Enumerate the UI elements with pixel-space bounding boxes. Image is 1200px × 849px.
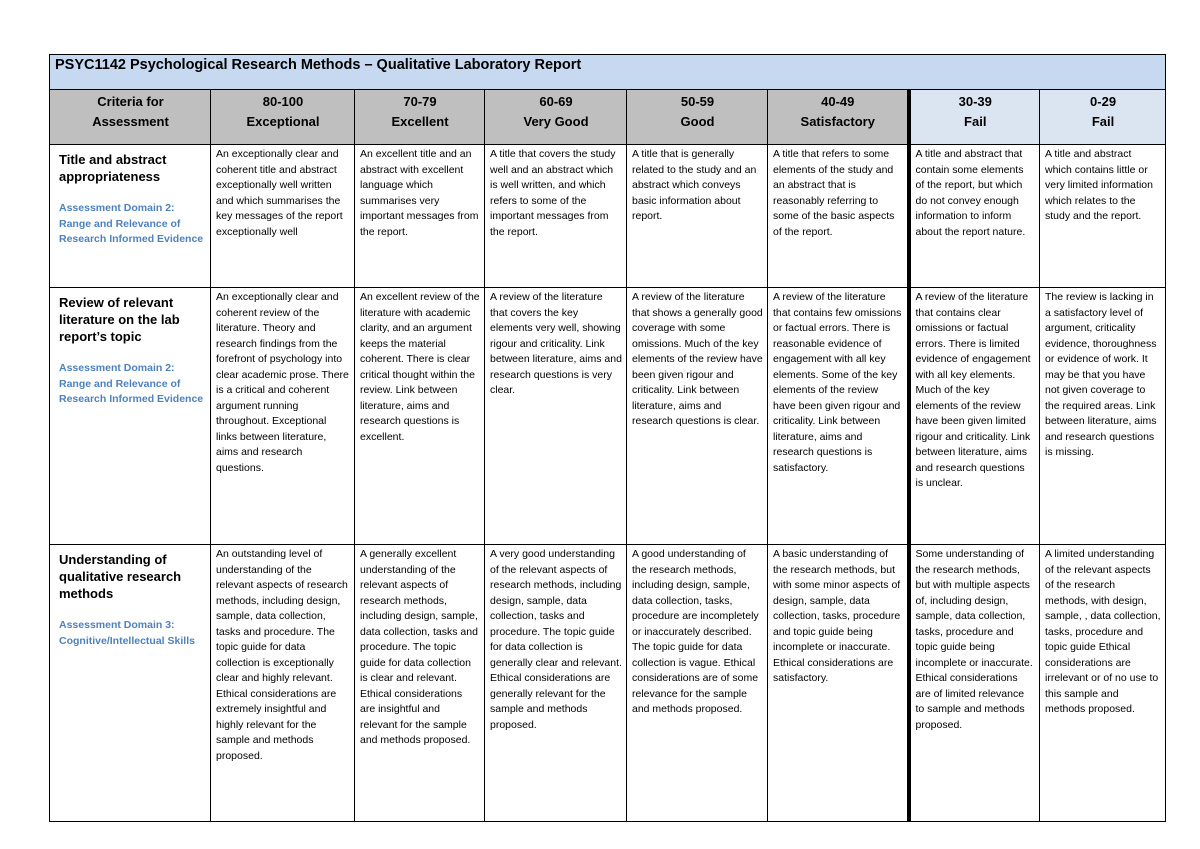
band-range: 60-69 — [539, 94, 573, 109]
descriptor-cell: A title that is generally related to the study and an abstract which conveys basic information about report. — [627, 145, 768, 288]
band-label: Fail — [1091, 114, 1115, 129]
title-row — [50, 55, 1166, 90]
descriptor-cell: Some understanding of the research methods, but with multiple aspects of, including design, sample, data collection, tasks, procedure and topic guide being incomplete or inaccurate. Ethical considerations are of limited relevance to sample and methods proposed. — [909, 545, 1040, 822]
band-range: 70-79 — [403, 94, 437, 109]
descriptor-cell: A title and abstract which contains little or very limited information which relates to the study and the report. — [1040, 145, 1166, 288]
criteria-header-line1: Criteria for — [97, 94, 164, 109]
band-label: Exceptional — [246, 114, 320, 129]
descriptor-cell: An exceptionally clear and coherent review of the literature. Theory and research findings from the forefront of psychology into clear academic prose. There is a critical and coherent argument running throughout. Exceptional links between literature, aims and research questions. — [211, 288, 355, 545]
header-row — [50, 90, 1166, 145]
descriptor-cell: A review of the literature that shows a generally good coverage with some omissions. Much of the key elements of the review have been given rigour and criticality. Link between literature, aims and research questions is clear. — [627, 288, 768, 545]
descriptor-cell: A review of the literature that contains clear omissions or factual errors. There is limited evidence of engagement with all key elements. Much of the key elements of the review have been given limited rigour and criticality. Link between literature, aims and research questions is unclear. — [909, 288, 1040, 545]
criteria-header-line2: Assessment — [92, 114, 169, 129]
descriptor-cell: A review of the literature that contains few omissions or factual errors. There is reasonable evidence of engagement with all key elements. Some of the key elements of the review have been given rigour and criticality. Link between literature, aims and research questions is satisfactory. — [768, 288, 909, 545]
criterion-name: Understanding of qualitative research methods — [59, 552, 182, 601]
descriptor-cell: A title and abstract that contain some elements of the report, but which do not convey enough information to inform about the report nature. — [909, 145, 1040, 288]
band-label: Very Good — [523, 114, 589, 129]
band-header — [909, 90, 1040, 145]
descriptor-cell: An outstanding level of understanding of the relevant aspects of research methods, including design, sample, data collection, tasks and procedure. The topic guide for data collection is exceptionally clear and highly relevant. Ethical considerations are extremely insightful and highly relevant for the sample and methods proposed. — [211, 545, 355, 822]
band-range: 50-59 — [680, 94, 715, 109]
criterion-row — [50, 288, 1166, 545]
descriptor-cell: An excellent review of the literature with academic clarity, and an argument keeps the material coherent. There is clear critical thought within the review. Link between literature, aims and research questions is excellent. — [355, 288, 485, 545]
band-range: 40-49 — [821, 94, 855, 109]
band-header — [1040, 90, 1166, 145]
criterion-row — [50, 145, 1166, 288]
band-header — [627, 90, 768, 145]
band-header — [355, 90, 485, 145]
criterion-cell — [50, 288, 211, 545]
band-label: Satisfactory — [800, 114, 875, 129]
descriptor-cell: A review of the literature that covers the key elements very well, showing rigour and criticality. Link between literature, aims and research questions is very clear. — [485, 288, 627, 545]
descriptor-cell: A limited understanding of the relevant aspects of the research methods, with design, sample, , data collection, tasks, procedure and topic guide Ethical considerations are irrelevant or of no use to this sample and methods proposed. — [1040, 545, 1166, 822]
criterion-name: Review of relevant literature on the lab report’s topic — [59, 295, 180, 344]
descriptor-cell: An exceptionally clear and coherent title and abstract exceptionally well written and which summarises the key messages of the report exceptionally well — [211, 145, 355, 288]
band-label: Good — [680, 114, 715, 129]
assessment-domain: Assessment Domain 2: Range and Relevance of Research Informed Evidence — [59, 202, 204, 245]
descriptor-cell: A title that covers the study well and an abstract which is well written, and which refers to some of the important messages from the report. — [485, 145, 627, 288]
band-range: 30-39 — [958, 94, 992, 109]
descriptor-cell: A title that refers to some elements of the study and an abstract that is reasonably referring to some of the basic aspects of the report. — [768, 145, 909, 288]
descriptor-cell: The review is lacking in a satisfactory level of argument, criticality evidence, thoroughness or evidence of work. It may be that you have not given coverage to the required areas. Link between literature, aims and research questions is missing. — [1040, 288, 1166, 545]
descriptor-cell: A basic understanding of the research methods, but with some minor aspects of design, sample, data collection, tasks, procedure and topic guide being incomplete or inaccurate. Ethical considerations are satisfactory. — [768, 545, 909, 822]
criterion-row — [50, 545, 1166, 822]
descriptor-cell: A very good understanding of the relevant aspects of research methods, including design, sample, data collection, tasks and procedure. The topic guide for data collection is generally clear and relevant. Ethical considerations are generally relevant for the sample and methods proposed. — [485, 545, 627, 822]
criteria-header — [50, 90, 211, 145]
band-header — [768, 90, 909, 145]
band-label: Excellent — [391, 114, 449, 129]
descriptor-cell: A generally excellent understanding of the relevant aspects of research methods, including design, sample, data collection, tasks and procedure. The topic guide for data collection is clear and relevant. Ethical considerations are insightful and relevant for the sample and methods proposed. — [355, 545, 485, 822]
band-range: 80-100 — [262, 94, 304, 109]
band-header — [211, 90, 355, 145]
band-label: Fail — [964, 114, 987, 129]
criterion-cell — [50, 145, 211, 288]
descriptor-cell: A good understanding of the research methods, including design, sample, data collection, tasks, procedure are incompletely or inaccurately described. The topic guide for data collection is vague. Ethical considerations are of some relevance for the sample and methods proposed. — [627, 545, 768, 822]
descriptor-cell: An excellent title and an abstract with excellent language which summarises very important messages from the report. — [355, 145, 485, 288]
band-header — [485, 90, 627, 145]
band-range: 0-29 — [1090, 94, 1117, 109]
assessment-domain: Assessment Domain 3: Cognitive/Intellectual Skills — [59, 619, 195, 647]
rubric-table — [49, 54, 1166, 822]
criterion-cell — [50, 545, 211, 822]
document-title: PSYC1142 Psychological Research Methods – Qualitative Laboratory Report — [50, 55, 1166, 90]
criterion-name: Title and abstract appropriateness — [59, 152, 167, 184]
assessment-domain: Assessment Domain 2: Range and Relevance of Research Informed Evidence — [59, 362, 204, 405]
